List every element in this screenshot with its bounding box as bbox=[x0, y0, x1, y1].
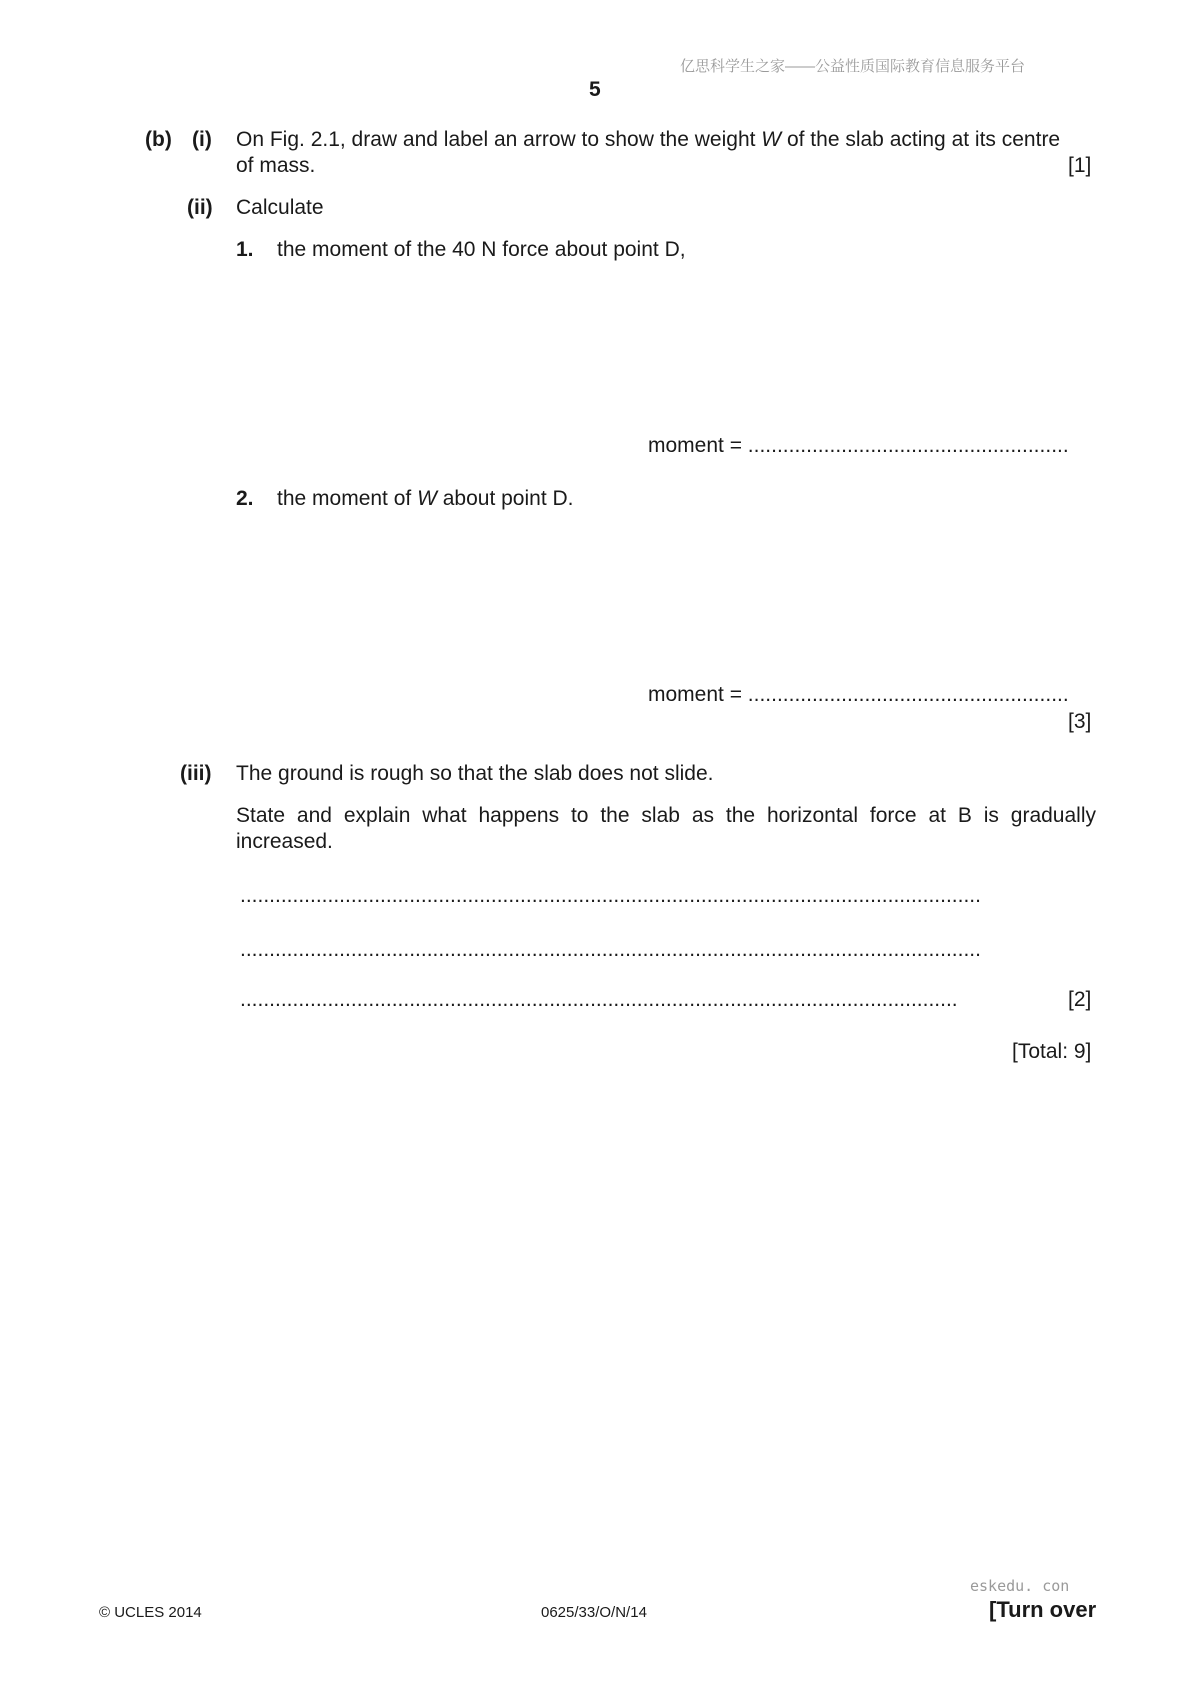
footer-paper-code: 0625/33/O/N/14 bbox=[541, 1604, 647, 1621]
weight-symbol: W bbox=[761, 128, 782, 151]
part-b-ii-text: Calculate bbox=[236, 196, 324, 219]
part-b-i-text-line1 bbox=[236, 126, 1060, 153]
question-total: [Total: 9] bbox=[1012, 1040, 1092, 1063]
question-2-text-after: about point D. bbox=[436, 487, 574, 510]
part-b-i-text-line2: of mass. bbox=[236, 154, 316, 177]
answer-1-dots[interactable]: ....................................................... bbox=[747, 434, 1069, 457]
weight-symbol-2: W bbox=[417, 487, 437, 510]
part-b-iii-marks: [2] bbox=[1068, 988, 1092, 1011]
page-number: 5 bbox=[589, 78, 601, 101]
part-b-i-label: (i) bbox=[192, 128, 212, 151]
answer-line-2[interactable]: ............................................................................................................................... bbox=[240, 938, 981, 961]
part-b-label: (b) bbox=[145, 128, 172, 151]
answer-line-1[interactable]: ............................................................................................................................... bbox=[240, 884, 981, 907]
site-watermark: eskedu. con bbox=[970, 1577, 1070, 1595]
part-b-iii-text2-line1: State and explain what happens to the slab as the horizontal force at B is gradually bbox=[236, 804, 1096, 827]
answer-2-label: moment = bbox=[648, 683, 748, 706]
part-b-ii-label: (ii) bbox=[187, 196, 213, 219]
question-1-label: 1. bbox=[236, 238, 254, 261]
question-2-label: 2. bbox=[236, 487, 254, 510]
part-b-iii-text1: The ground is rough so that the slab does not slide. bbox=[236, 762, 714, 785]
turn-over: [Turn over bbox=[989, 1597, 1097, 1622]
answer-2-line[interactable] bbox=[648, 681, 1069, 708]
question-2-text-before: the moment of bbox=[277, 487, 418, 510]
answer-2-dots[interactable]: ....................................................... bbox=[747, 683, 1069, 706]
part-b-i-text-after: of the slab acting at its centre bbox=[781, 128, 1061, 151]
footer-copyright: © UCLES 2014 bbox=[99, 1604, 202, 1621]
part-b-iii-label: (iii) bbox=[180, 762, 212, 785]
part-b-i-text-before: On Fig. 2.1, draw and label an arrow to show the weight bbox=[236, 128, 762, 151]
part-b-ii-marks: [3] bbox=[1068, 710, 1092, 733]
answer-1-line[interactable] bbox=[648, 432, 1069, 459]
part-b-i-marks: [1] bbox=[1068, 154, 1092, 177]
part-b-iii-text2-line2: increased. bbox=[236, 830, 333, 853]
header-watermark: 亿思科学生之家——公益性质国际教育信息服务平台 bbox=[680, 58, 1026, 75]
answer-line-3[interactable]: ........................................................................................................................... bbox=[240, 988, 958, 1011]
question-2-text bbox=[277, 485, 574, 512]
question-1-text: the moment of the 40 N force about point D, bbox=[277, 238, 686, 261]
answer-1-label: moment = bbox=[648, 434, 748, 457]
